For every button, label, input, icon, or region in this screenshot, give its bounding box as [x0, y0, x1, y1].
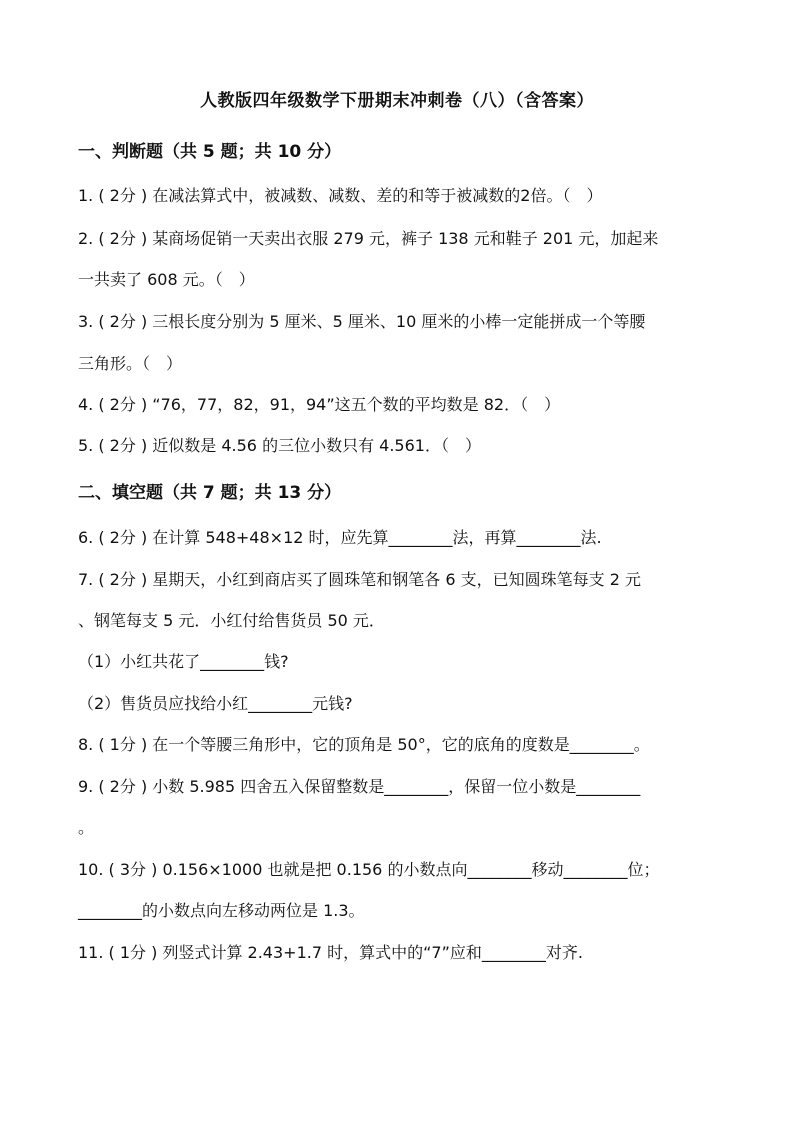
question-8: 8. ( 1分 ) 在一个等腰三角形中，它的顶角是 50°，它的底角的度数是________。 — [78, 735, 650, 754]
question-3: 3. ( 2分 ) 三根长度分别为 5 厘米、5 厘米、10 厘米的小棒一定能拼成一个等腰 — [78, 312, 646, 331]
question-3-cont: 三角形。（ ） — [78, 354, 183, 373]
page-title: 人教版四年级数学下册期末冲刺卷（八）（含答案） — [200, 91, 594, 111]
question-2: 2. ( 2分 ) 某商场促销一天卖出衣服 279 元，裤子 138 元和鞋子 201 元，加起来 — [78, 229, 659, 248]
question-6: 6. ( 2分 ) 在计算 548+48×12 时，应先算________法，再算________法. — [78, 528, 602, 547]
question-7: 7. ( 2分 ) 星期天，小红到商店买了圆珠笔和钢笔各 6 支，已知圆珠笔每支 2 元 — [78, 570, 641, 589]
question-7-part-2: （2）售货员应找给小红________元钱? — [78, 694, 353, 713]
section-heading-fill-blank: 二、填空题（共 7 题；共 13 分） — [78, 483, 342, 503]
question-9: 9. ( 2分 ) 小数 5.985 四舍五入保留整数是________，保留一位小数是________ — [78, 777, 641, 796]
question-5: 5. ( 2分 ) 近似数是 4.56 的三位小数只有 4.561．（ ） — [78, 436, 481, 455]
question-7-part-1: （1）小红共花了________钱? — [78, 652, 289, 671]
section-heading-judgement: 一、判断题（共 5 题；共 10 分） — [78, 142, 342, 162]
question-9-cont: 。 — [78, 818, 95, 837]
question-4: 4. ( 2分 ) “76，77，82，91，94”这五个数的平均数是 82．（ ） — [78, 395, 561, 414]
question-10: 10. ( 3分 ) 0.156×1000 也就是把 0.156 的小数点向________移动________位； — [78, 860, 660, 879]
question-1: 1. ( 2分 ) 在减法算式中，被减数、减数、差的和等于被减数的2倍。（ ） — [78, 186, 603, 205]
question-7-cont: 、钢笔每支 5 元．小红付给售货员 50 元． — [78, 611, 385, 630]
question-10-cont: ________的小数点向左移动两位是 1.3。 — [78, 901, 365, 920]
question-2-cont: 一共卖了 608 元。（ ） — [78, 270, 255, 289]
question-11: 11. ( 1分 ) 列竖式计算 2.43+1.7 时，算式中的“7”应和________对齐. — [78, 943, 583, 962]
